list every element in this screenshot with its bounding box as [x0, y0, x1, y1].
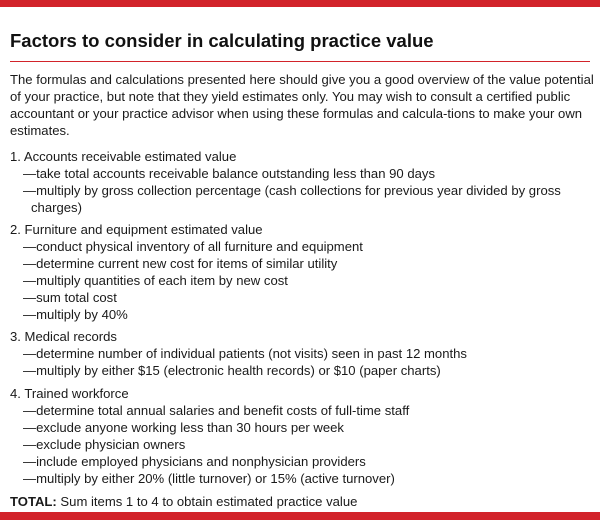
- section-heading: 4. Trained workforce: [10, 386, 129, 401]
- list-item: —multiply by 40%: [23, 307, 128, 322]
- list-item: —multiply by either 20% (little turnover) or 15% (active turnover): [23, 471, 395, 486]
- top-accent-bar: [0, 0, 600, 7]
- list-item: —exclude anyone working less than 30 hours per week: [23, 420, 344, 435]
- total-label: TOTAL:: [10, 494, 57, 509]
- section-heading: 3. Medical records: [10, 329, 117, 344]
- list-item: —multiply by either $15 (electronic health records) or $10 (paper charts): [23, 363, 441, 378]
- list-item: —determine current new cost for items of similar utility: [23, 256, 338, 271]
- bottom-accent-bar: [0, 512, 600, 520]
- title-divider: [10, 61, 590, 62]
- list-item: —multiply quantities of each item by new cost: [23, 273, 288, 288]
- page-title: Factors to consider in calculating practice value: [10, 30, 434, 51]
- list-item: —multiply by gross collection percentage (cash collections for previous year divided by gross charges): [23, 183, 561, 215]
- list-item: —determine number of individual patients (not visits) seen in past 12 months: [23, 346, 467, 361]
- list-item: —take total accounts receivable balance outstanding less than 90 days: [23, 166, 435, 181]
- section-heading: 1. Accounts receivable estimated value: [10, 149, 237, 164]
- section-medical-records: [10, 328, 595, 379]
- list-item: —exclude physician owners: [23, 437, 186, 452]
- list-item: —sum total cost: [23, 290, 117, 305]
- list-item: —determine total annual salaries and benefit costs of full-time staff: [23, 403, 410, 418]
- section-accounts-receivable: [10, 148, 595, 216]
- list-item: —include employed physicians and nonphysician providers: [23, 454, 366, 469]
- list-item: —conduct physical inventory of all furniture and equipment: [23, 239, 363, 254]
- section-furniture-equipment: [10, 221, 595, 323]
- section-heading: 2. Furniture and equipment estimated value: [10, 222, 263, 237]
- section-trained-workforce: [10, 385, 595, 487]
- total-text: Sum items 1 to 4 to obtain estimated practice value: [56, 494, 358, 509]
- total-line: [10, 493, 357, 510]
- intro-paragraph: The formulas and calculations presented here should give you a good overview of the value potential of your practice, but note that they yield estimates only. You may wish to consult a certified public accountant or your practice advisor when using these formulas and calcula-tions to make your own estimates.: [10, 72, 594, 138]
